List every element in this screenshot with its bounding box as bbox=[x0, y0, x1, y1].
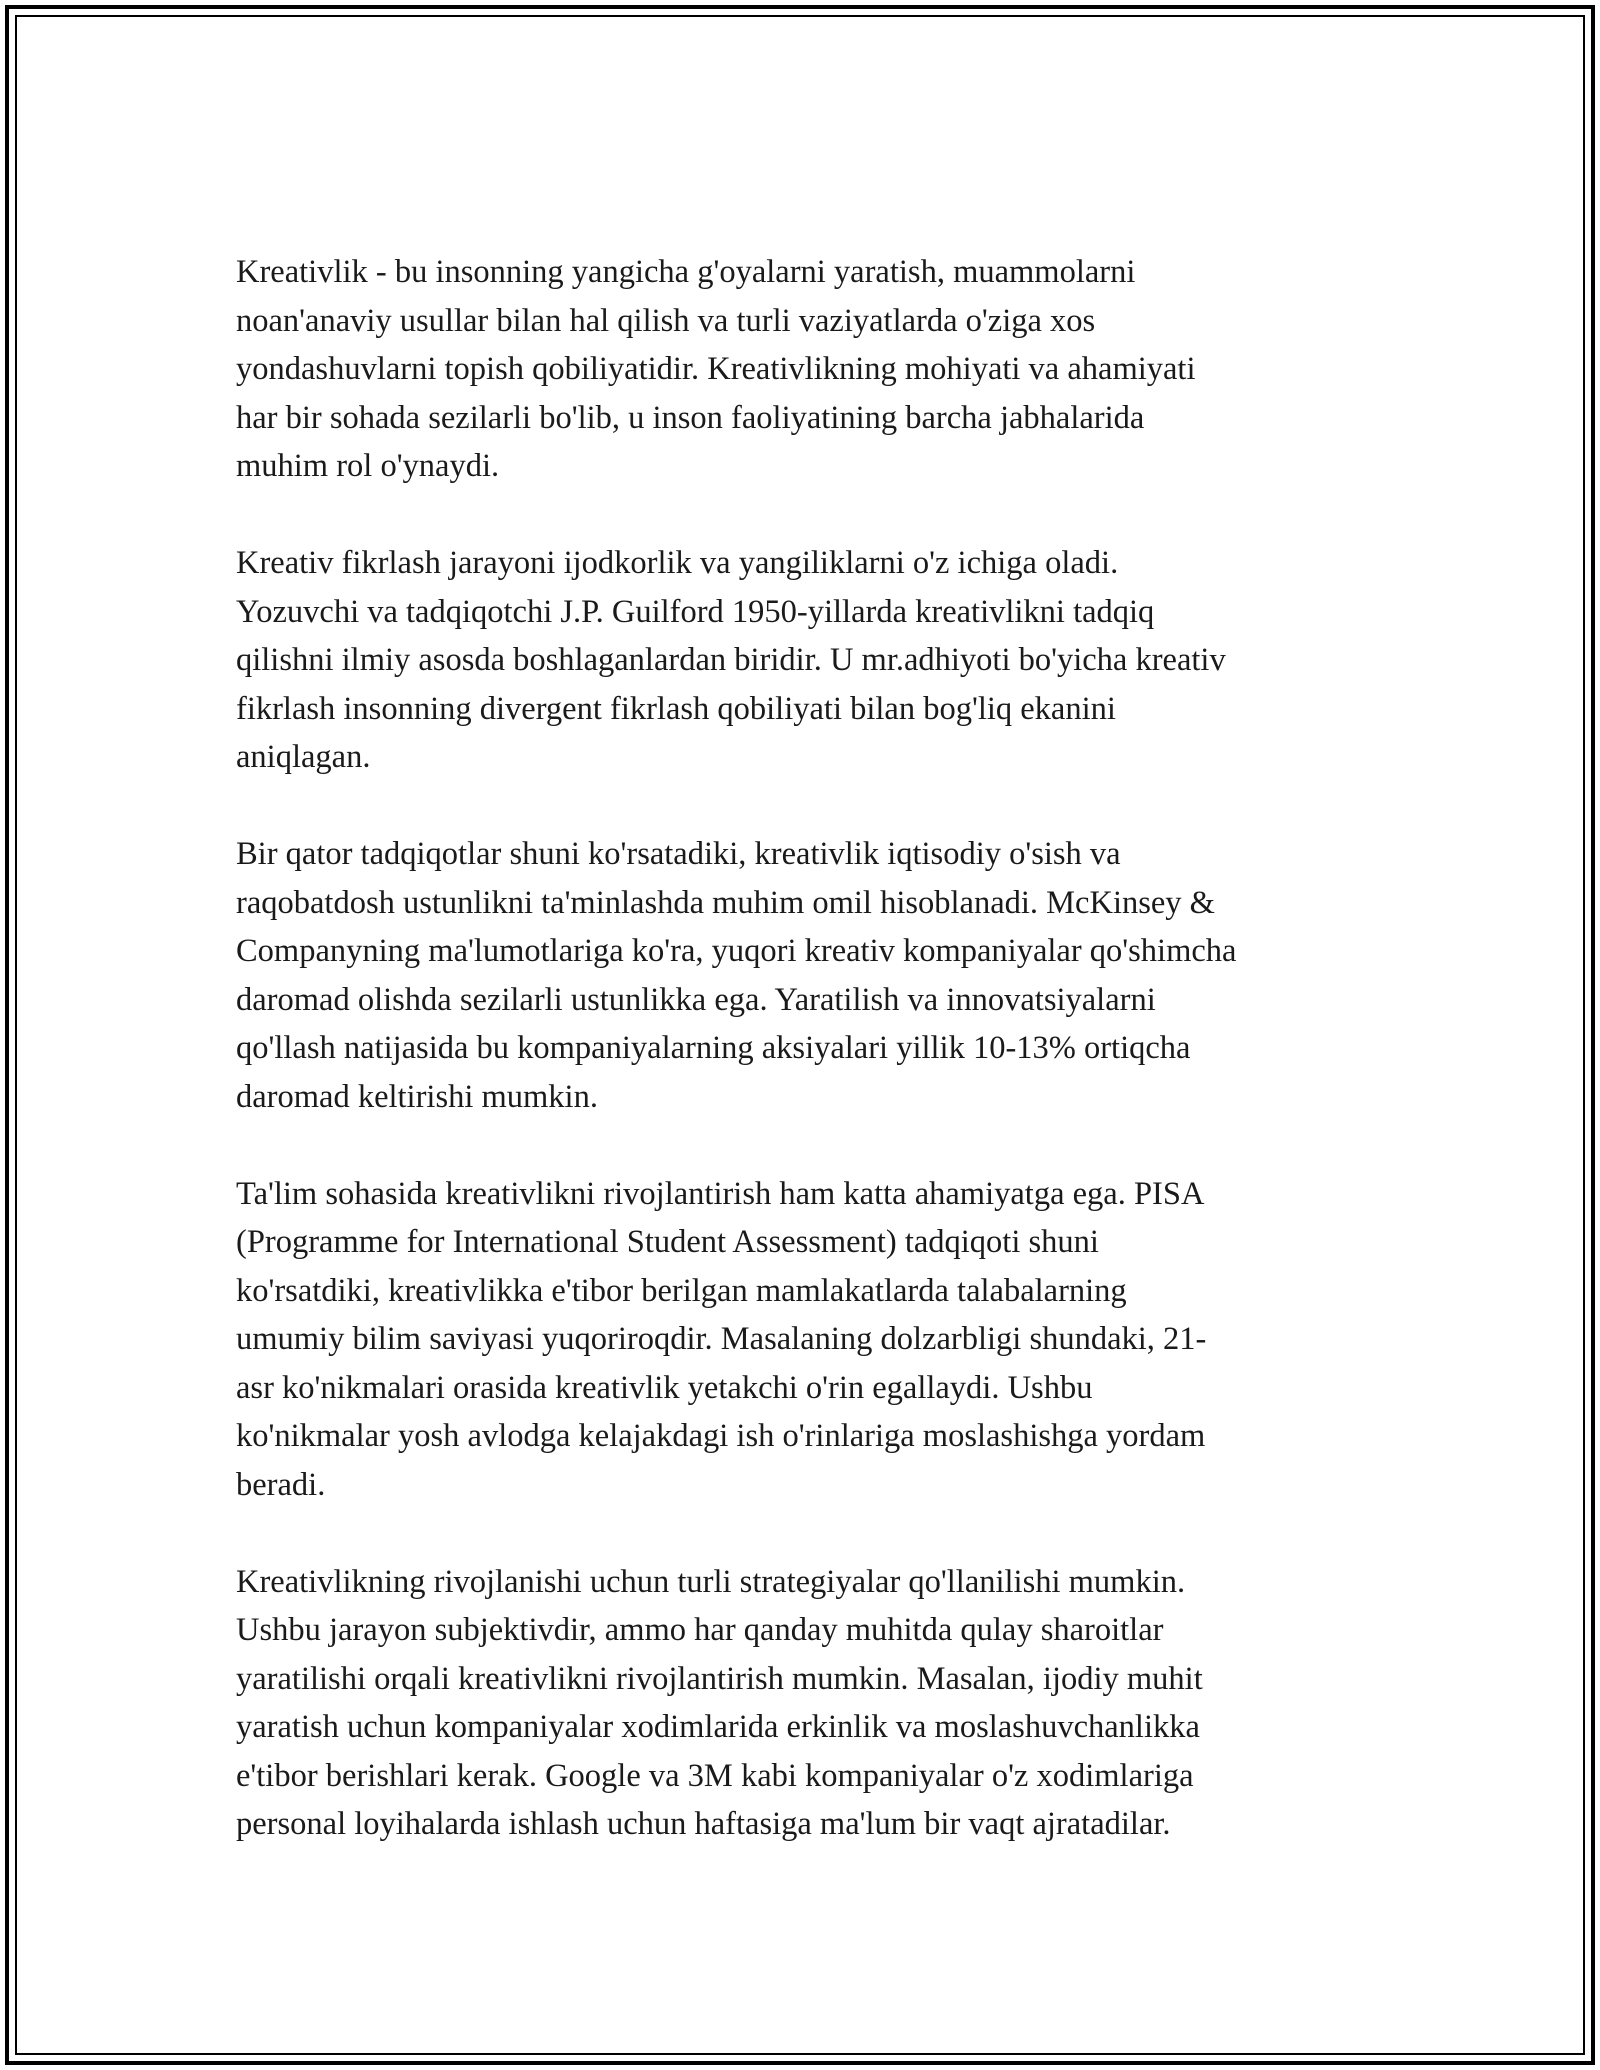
text-line: Yozuvchi va tadqiqotchi J.P. Guilford 1950-yillarda kreativlikni tadqiq bbox=[236, 593, 1155, 630]
text-line: Ta'lim sohasida kreativlikni rivojlantirish ham katta ahamiyatga ega. PISA bbox=[236, 1175, 1205, 1212]
text-line: Kreativlikning rivojlanishi uchun turli strategiyalar qo'llanilishi mumkin. bbox=[236, 1563, 1186, 1600]
text-line: yaratish uchun kompaniyalar xodimlarida erkinlik va moslashuvchanlikka bbox=[236, 1709, 1200, 1745]
text-line: personal loyihalarda ishlash uchun haftasiga ma'lum bir vaqt ajratadilar. bbox=[236, 1806, 1171, 1842]
text-line: asr ko'nikmalari orasida kreativlik yetakchi o'rin egallaydi. Ushbu bbox=[236, 1369, 1093, 1406]
text-line: har bir sohada sezilarli bo'lib, u inson faoliyatining barcha jabhalarida bbox=[236, 399, 1145, 436]
text-line: fikrlash insonning divergent fikrlash qobiliyati bilan bog'liq ekanini bbox=[236, 690, 1116, 727]
text-line: yondashuvlarni topish qobiliyatidir. Kreativlikning mohiyati va ahamiyati bbox=[236, 351, 1196, 387]
text-line: aniqlagan. bbox=[236, 739, 371, 775]
text-line: e'tibor berishlari kerak. Google va 3M kabi kompaniyalar o'z xodimlariga bbox=[236, 1757, 1194, 1794]
paragraph-4 bbox=[236, 1170, 1386, 1510]
text-line: Ushbu jarayon subjektivdir, ammo har qanday muhitda qulay sharoitlar bbox=[236, 1612, 1164, 1648]
text-line: beradi. bbox=[236, 1466, 326, 1503]
text-line: (Programme for International Student Assessment) tadqiqoti shuni bbox=[236, 1224, 1099, 1260]
paragraph-3 bbox=[236, 830, 1386, 1121]
text-line: Companyning ma'lumotlariga ko'ra, yuqori kreativ kompaniyalar qo'shimcha bbox=[236, 933, 1237, 969]
text-line: raqobatdosh ustunlikni ta'minlashda muhim omil hisoblanadi. McKinsey & bbox=[236, 884, 1215, 921]
text-line: daromad keltirishi mumkin. bbox=[236, 1078, 598, 1115]
text-line: qilishni ilmiy asosda boshlaganlardan biridir. U mr.adhiyoti bo'yicha kreativ bbox=[236, 642, 1226, 678]
text-line: umumiy bilim saviyasi yuqoriroqdir. Masalaning dolzarbligi shundaki, 21- bbox=[236, 1321, 1207, 1357]
paragraph-2 bbox=[236, 539, 1386, 782]
text-line: Kreativlik - bu insonning yangicha g'oyalarni yaratish, muammolarni bbox=[236, 254, 1136, 290]
text-line: noan'anaviy usullar bilan hal qilish va turli vaziyatlarda o'ziga xos bbox=[236, 302, 1096, 339]
text-line: yaratilishi orqali kreativlikni rivojlantirish mumkin. Masalan, ijodiy muhit bbox=[236, 1660, 1203, 1697]
paragraph-5 bbox=[236, 1558, 1386, 1849]
text-line: muhim rol o'ynaydi. bbox=[236, 448, 500, 484]
paragraph-1 bbox=[236, 248, 1386, 491]
text-line: ko'nikmalar yosh avlodga kelajakdagi ish o'rinlariga moslashishga yordam bbox=[236, 1418, 1206, 1454]
text-line: qo'llash natijasida bu kompaniyalarning aksiyalari yillik 10-13% ortiqcha bbox=[236, 1030, 1191, 1066]
text-line: ko'rsatdiki, kreativlikka e'tibor berilgan mamlakatlarda talabalarning bbox=[236, 1272, 1127, 1309]
document-body bbox=[236, 248, 1386, 1849]
text-line: Bir qator tadqiqotlar shuni ko'rsatadiki, kreativlik iqtisodiy o'sish va bbox=[236, 836, 1121, 872]
text-line: daromad olishda sezilarli ustunlikka ega. Yaratilish va innovatsiyalarni bbox=[236, 981, 1156, 1018]
text-line: Kreativ fikrlash jarayoni ijodkorlik va yangiliklarni o'z ichiga oladi. bbox=[236, 545, 1119, 581]
